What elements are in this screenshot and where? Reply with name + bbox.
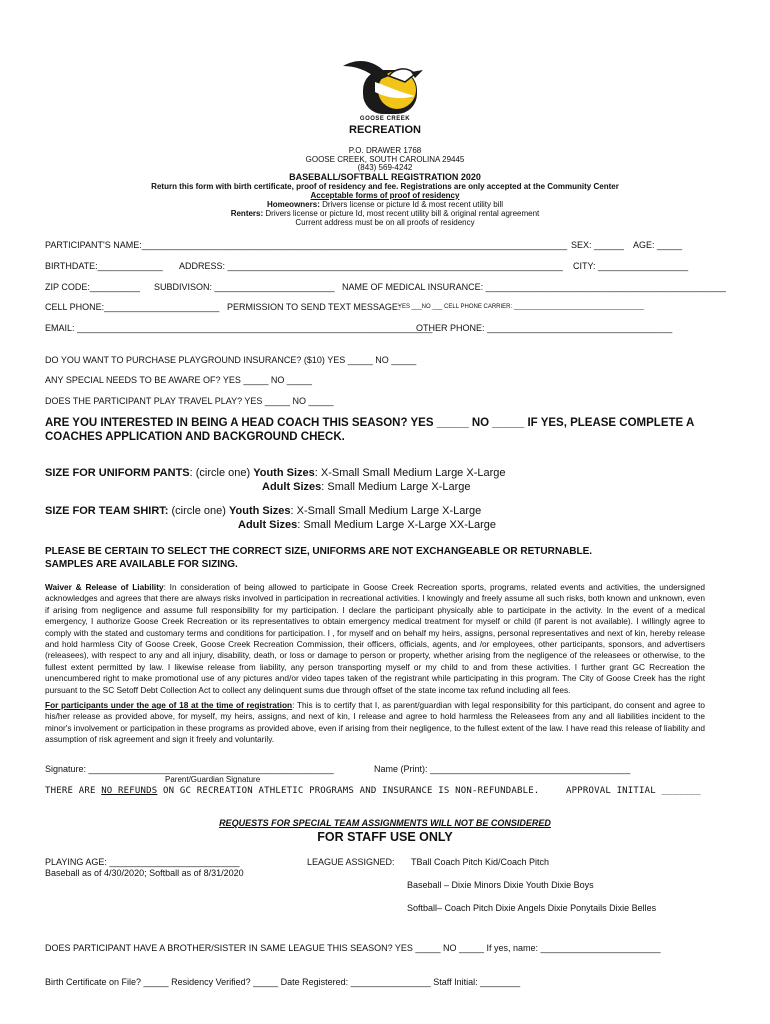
pants-size-adult-row[interactable]: [262, 481, 470, 493]
shirt-size-youth-row[interactable]: [45, 505, 481, 517]
approval-initial-field[interactable]: APPROVAL INITIAL _______: [566, 786, 701, 796]
pants-size-youth-row[interactable]: [45, 467, 506, 479]
participant-name-field[interactable]: PARTICIPANT'S NAME:_____________________________________________________________________________________: [45, 240, 568, 250]
special-needs-question[interactable]: ANY SPECIAL NEEDS TO BE AWARE OF? YES _____ NO _____: [45, 375, 312, 385]
minors-text: : This is to certify that I, as parent/guardian with legal responsibility for this participant, do consent and agree to his/her release as provided above, for myself, my heirs, assigns, and next of kin, I release and agree to hold harmless the Releasees from any and all liabilities incident to the minor's involvement or participation in these programs as provided above, even if arising from their negligence, to the fullest extent of the law. I have read this release of liability and assumption of risk agreement and sign it freely and voluntarily.: [45, 700, 706, 745]
pants-size-label: SIZE FOR UNIFORM PANTS: [45, 467, 190, 479]
playing-age-note: Baseball as of 4/30/2020; Softball as of 8/31/2020: [45, 868, 244, 878]
birthdate-field[interactable]: BIRTHDATE:_____________: [45, 261, 163, 271]
cell-phone-field[interactable]: CELL PHONE:_______________________: [45, 302, 220, 312]
minors-paragraph: [45, 700, 705, 746]
other-phone-field[interactable]: OTHER PHONE: _____________________________________: [416, 323, 673, 333]
signature-field[interactable]: Signature: _________________________________________________: [45, 764, 334, 774]
org-phone: (843) 569-4242: [357, 163, 413, 172]
age-field[interactable]: AGE: _____: [633, 240, 683, 250]
city-field[interactable]: CITY: __________________: [573, 261, 689, 271]
logo: [335, 52, 435, 142]
pants-youth-options[interactable]: : X-Small Small Medium Large X-Large: [314, 467, 506, 479]
sex-field[interactable]: SEX: ______: [571, 240, 625, 250]
league-options-row1[interactable]: TBall Coach Pitch Kid/Coach Pitch: [411, 857, 550, 867]
homeowners-text: Drivers license or picture Id & most recent utility bill: [319, 200, 504, 209]
medical-insurance-field[interactable]: NAME OF MEDICAL INSURANCE: ________________________________________________: [342, 282, 726, 292]
minors-label: For participants under the age of 18 at the time of registration: [45, 700, 293, 710]
playing-age-field[interactable]: PLAYING AGE: __________________________: [45, 857, 240, 867]
no-refunds-text: NO REFUNDS: [101, 786, 158, 796]
shirt-size-adult-row[interactable]: [238, 519, 496, 531]
special-requests-note: REQUESTS FOR SPECIAL TEAM ASSIGNMENTS WILL NOT BE CONSIDERED: [219, 818, 551, 828]
org-address1: P.O. DRAWER 1768: [348, 146, 422, 155]
org-address2: GOOSE CREEK, SOUTH CAROLINA 29445: [305, 155, 465, 164]
waiver-paragraph: [45, 582, 705, 696]
email-field[interactable]: EMAIL: _______________________________________________________________________: [45, 323, 433, 333]
pants-adult-label: Adult Sizes: [262, 481, 322, 493]
subdivision-field[interactable]: SUBDIVISON: ________________________: [154, 282, 335, 292]
current-address-note: Current address must be on all proofs of residency: [295, 218, 475, 227]
coach-question-line1[interactable]: ARE YOU INTERESTED IN BEING A HEAD COACH THIS SEASON? YES _____ NO _____ IF YES, PLEASE COMPLETE A: [45, 417, 695, 429]
logo-line1: GOOSE CREEK: [359, 116, 411, 122]
form-instruction: Return this form with birth certificate, proof of residency and fee. Registrations are only accepted at the Community Center: [151, 182, 619, 191]
zip-field[interactable]: ZIP CODE:__________: [45, 282, 140, 292]
renters-label: Renters:: [230, 209, 264, 218]
shirt-adult-options[interactable]: : Small Medium Large X-Large XX-Large: [297, 519, 497, 531]
refund-prefix: THERE ARE: [45, 786, 102, 796]
renters-line: [0, 209, 770, 218]
waiver-text: : In consideration of being allowed to participate in Goose Creek Recreation sports, programs, related events and activities, the undersigned acknowledges and agrees that there are always risks involved in participation in recreational activities. I knowingly and freely assume all such risks, both known and unknown, even if arising from negligence and assume full responsibility for my participation. I declare the participant physically able to participate in the activity. In the event of a medical emergency, I authorize Goose Creek Recreation or its representatives to obtain emergency medical treatment for myself or child (if parent is not available). I willingly agree to comply with the stated and customary terms and conditions for participation. I , for myself and on behalf my heirs, assigns, personal representatives and next of kin, hereby release and hold harmless City of Goose Creek, Goose Creek Recreation Commission, their officers, officials, agents, and /or employees, other participants, sponsors, and advertisers (releasees), with respect to any and all injury, disability, death, or loss or damage to person or property, whether arising from the negligence of the releasees or otherwise, to the fullest extent permitted by law. I likewise release from liability, any person transporting myself or my child to and from these activities. I further grant GC Recreation the unencumbered right to make promotional use of any pictures and/or video tapes taken of the registrant while participating in this program. The City of Goose Creek has the right pursuant to the SC Setoff Debt Collection Act to collect any delinquent sums due through offset of the state income tax refund including all fees.: [45, 582, 705, 695]
address-field[interactable]: ADDRESS: ___________________________________________________________________: [179, 261, 563, 271]
form-title: BASEBALL/SOFTBALL REGISTRATION 2020: [289, 172, 481, 182]
shirt-adult-label: Adult Sizes: [238, 519, 298, 531]
league-options-row2[interactable]: Baseball – Dixie Minors Dixie Youth Dixie Boys: [407, 880, 594, 890]
goose-logo-icon: [335, 52, 435, 118]
coach-question-line2: COACHES APPLICATION AND BACKGROUND CHECK.: [45, 431, 345, 443]
permission-options[interactable]: YES ___NO ___ CELL PHONE CARRIER: _______________________________________: [398, 304, 644, 310]
pants-adult-options[interactable]: : Small Medium Large X-Large: [321, 481, 471, 493]
playground-insurance-question[interactable]: DO YOU WANT TO PURCHASE PLAYGROUND INSURANCE? ($10) YES _____ NO _____: [45, 355, 417, 365]
pants-circle-note: : (circle one): [189, 467, 254, 479]
size-notice-line2: SAMPLES ARE AVAILABLE FOR SIZING.: [45, 559, 238, 570]
size-notice-line1: PLEASE BE CERTAIN TO SELECT THE CORRECT SIZE, UNIFORMS ARE NOT EXCHANGEABLE OR RETURNABLE.: [45, 546, 593, 557]
league-assigned-label: LEAGUE ASSIGNED:: [307, 857, 395, 867]
league-options-row3[interactable]: Softball– Coach Pitch Dixie Angels Dixie Ponytails Dixie Belles: [407, 903, 657, 913]
pants-youth-label: Youth Sizes: [253, 467, 315, 479]
staff-use-title: FOR STAFF USE ONLY: [317, 830, 453, 844]
travel-play-question[interactable]: DOES THE PARTICIPANT PLAY TRAVEL PLAY? YES _____ NO _____: [45, 396, 334, 406]
shirt-size-label: SIZE FOR TEAM SHIRT:: [45, 505, 169, 517]
shirt-youth-label: Youth Sizes: [228, 505, 291, 517]
sibling-question[interactable]: DOES PARTICIPANT HAVE A BROTHER/SISTER IN SAME LEAGUE THIS SEASON? YES _____ NO _____ If yes, name: ________________________: [45, 943, 661, 953]
permission-text-label: PERMISSION TO SEND TEXT MESSAGE:: [227, 302, 401, 312]
homeowners-line: [0, 200, 770, 209]
print-name-field[interactable]: Name (Print): ________________________________________: [374, 764, 631, 774]
shirt-circle-note: (circle one): [168, 505, 229, 517]
refund-policy: [45, 786, 539, 796]
logo-line2: RECREATION: [349, 124, 421, 136]
homeowners-label: Homeowners:: [266, 200, 320, 209]
office-check-row[interactable]: Birth Certificate on File? _____ Residency Verified? _____ Date Registered: ________________ Staff Initial: ________: [45, 977, 521, 987]
signature-caption: Parent/Guardian Signature: [165, 775, 261, 784]
renters-text: Drivers license or picture Id, most recent utility bill & original rental agreement: [263, 209, 540, 218]
refund-suffix: ON GC RECREATION ATHLETIC PROGRAMS AND INSURANCE IS NON-REFUNDABLE.: [157, 786, 540, 796]
acceptable-forms: Acceptable forms of proof of residency: [310, 191, 460, 200]
shirt-youth-options[interactable]: : X-Small Small Medium Large X-Large: [290, 505, 482, 517]
waiver-label: Waiver & Release of Liability: [45, 582, 164, 592]
